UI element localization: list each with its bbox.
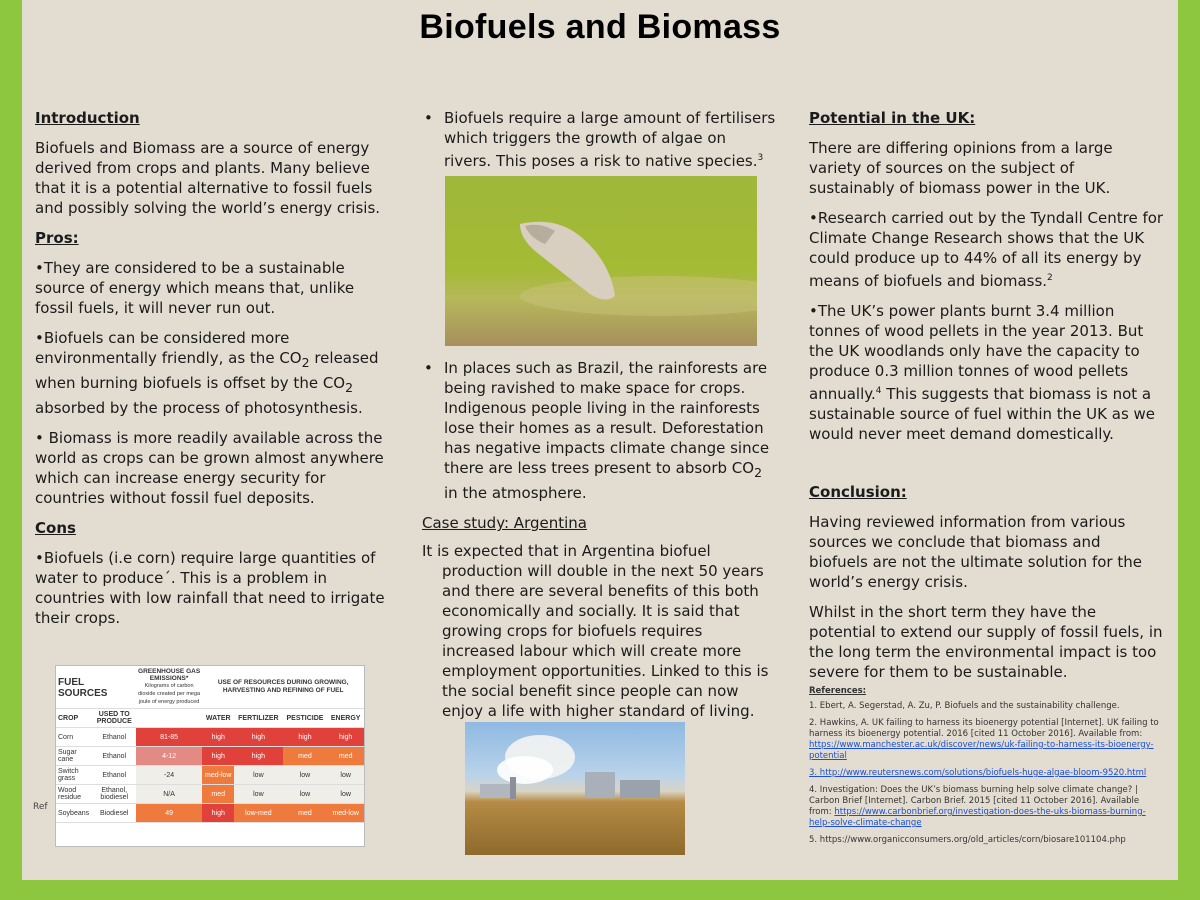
col-fert: FERTILIZER bbox=[234, 709, 283, 728]
pro-sustainable: •They are considered to be a sustainable source of energy which means that, unlike fossil fuels, it will never run out. bbox=[35, 259, 355, 317]
references bbox=[809, 686, 1164, 846]
conclusion-heading: Conclusion: bbox=[809, 483, 907, 501]
case-study-heading: Case study: Argentina bbox=[422, 514, 587, 532]
conclusion-text-1: Having reviewed information from various sources we conclude that biomass and biofuels are not the ultimate solution for the world’s energy crisis. bbox=[809, 513, 1142, 591]
reference-1: 1. Ebert, A. Segerstad, A. Zu, P. Biofuels and the sustainability challenge. bbox=[809, 701, 1120, 711]
reference-5: 5. https://www.organicconsumers.org/old_articles/corn/biosare101104.php bbox=[809, 835, 1126, 845]
bullet-deforestation: • In places such as Brazil, the rainforests are being ravished to make space for crops. Indigenous people living in the rainforests lose their homes as a result. Deforestation has negative impacts climate change since there are less trees present to absorb $CO_2$ in the atmosphere. bbox=[424, 359, 770, 502]
biofuel-plant-image bbox=[465, 722, 685, 855]
column-right bbox=[809, 108, 1164, 852]
reference-4: 4. Investigation: Does the UK’s biomass burning help solve climate change? | Carbon Brief [Internet]. Carbon Brief. 2015 [cited 11 October 2016]. Available from: https://www.carbonbrief.org/investigation-does-the-uks-biomass-burning-help-solve-climate-change bbox=[809, 785, 1146, 828]
reference-4-link[interactable]: https://www.carbonbrief.org/investigation-does-the-uks-biomass-burning-help-solve-climate-change bbox=[809, 807, 1146, 828]
potential-heading: Potential in the UK: bbox=[809, 109, 976, 127]
column-left bbox=[35, 108, 387, 638]
reference-2: 2. Hawkins, A. UK failing to harness its bioenergy potential [Internet]. UK failing to harness its bioenergy potential. 2016 [cited 11 October 2016]. Available from: https://www.manchester.ac.uk/discover/news/uk-failing-to-harness-its-bioenergy-potential bbox=[809, 718, 1159, 761]
table-row: Sugar cane Ethanol 4-12 high high med med bbox=[56, 747, 364, 766]
intro-text: Biofuels and Biomass are a source of energy derived from crops and plants. Many believe that it is a potential alternative to fossil fuels and possibly solving the world’s energy crisis. bbox=[35, 139, 381, 217]
references-heading: References: bbox=[809, 686, 867, 696]
fuel-sources-table bbox=[55, 665, 365, 847]
table-row: Wood residue Ethanol, biodiesel N/A med low low low bbox=[56, 785, 364, 804]
pros-heading: Pros: bbox=[35, 229, 79, 247]
power-plants-text: •The UK’s power plants burnt 3.4 million tonnes of wood pellets in the year 2013. But the UK woodlands only have the capacity to produce 0.3 million tonnes of wood pellets annually.$^4$ This suggests that biomass is not a sustainable source of fuel within the UK as we would never meet demand domestically. bbox=[809, 302, 1156, 443]
dead-fish-image bbox=[445, 176, 757, 346]
table-row: Switch grass Ethanol -24 med-low low low low bbox=[56, 766, 364, 785]
pro-availability: • Biomass is more readily available across the world as crops can be grown almost anywhere which can increase energy security for countries without fossil fuel deposits. bbox=[35, 429, 384, 507]
table-use-head: USE OF RESOURCES DURING GROWING, HARVESTING AND REFINING OF FUEL bbox=[202, 666, 364, 709]
reference-3-link[interactable]: 3. http://www.reutersnews.com/solutions/biofuels-huge-algae-bloom-9520.html bbox=[809, 768, 1147, 778]
reference-2-link[interactable]: https://www.manchester.ac.uk/discover/news/uk-failing-to-harness-its-bioenergy-potential bbox=[809, 740, 1154, 761]
column-middle-lower bbox=[422, 358, 777, 731]
table-ghg-head: GREENHOUSE GAS EMISSIONS* Kilograms of carbon dioxide created per mega joule of energy produced bbox=[136, 666, 203, 709]
pro-environment: •Biofuels can be considered more environmentally friendly, as the $CO_2$ released when burning biofuels is offset by the $CO_2$ absorbed by the process of photosynthesis. bbox=[35, 329, 379, 417]
research-text: •Research carried out by the Tyndall Centre for Climate Change Research shows that the UK could produce up to 44% of all its energy by means of biofuels and biomass.$^2$ bbox=[809, 209, 1164, 290]
table-row: Soybeans Biodiesel 49 high low-med med med-low bbox=[56, 804, 364, 823]
algae-fish-photo bbox=[445, 176, 757, 346]
case-study-text: It is expected that in Argentina biofuel production will double in the next 50 years and there are several benefits of this both economically and socially. It is said that growing crops for biofuels requires increased labour which will create more employment opportunities. Linked to this is the social benefit since people can now enjoy a life with higher standard of living. bbox=[422, 542, 769, 720]
col-water: WATER bbox=[202, 709, 234, 728]
table-row: Corn Ethanol 81-85 high high high high bbox=[56, 728, 364, 747]
intro-heading: Introduction bbox=[35, 109, 140, 127]
col-energy: ENERGY bbox=[327, 709, 364, 728]
poster-title: Biofuels and Biomass bbox=[419, 8, 781, 46]
column-middle bbox=[422, 108, 777, 181]
col-used: USED TO PRODUCE bbox=[93, 709, 136, 728]
potential-text: There are differing opinions from a large variety of sources on the subject of sustainably of biomass power in the UK. bbox=[809, 139, 1113, 197]
table-title: FUEL SOURCES bbox=[56, 666, 136, 709]
ref-stub: Ref bbox=[33, 802, 48, 812]
conclusion-text-2: Whilst in the short term they have the potential to extend our supply of fossil fuels, in the long term the environmental impact is too severe for them to be sustainable. bbox=[809, 603, 1163, 681]
cons-heading: Cons bbox=[35, 519, 76, 537]
col-crop: CROP bbox=[56, 709, 93, 728]
con-water: •Biofuels (i.e corn) require large quantities of water to produce´. This is a problem in countries with low rainfall that need to irrigate their crops. bbox=[35, 549, 385, 627]
reference-3 bbox=[809, 768, 1164, 779]
col-pest: PESTICIDE bbox=[283, 709, 328, 728]
poster bbox=[22, 0, 1178, 880]
bullet-fertilisers: • Biofuels require a large amount of fertilisers which triggers the growth of algae on rivers. This poses a risk to native species.$^3$ bbox=[424, 109, 776, 170]
biofuel-plant-photo bbox=[465, 722, 685, 855]
